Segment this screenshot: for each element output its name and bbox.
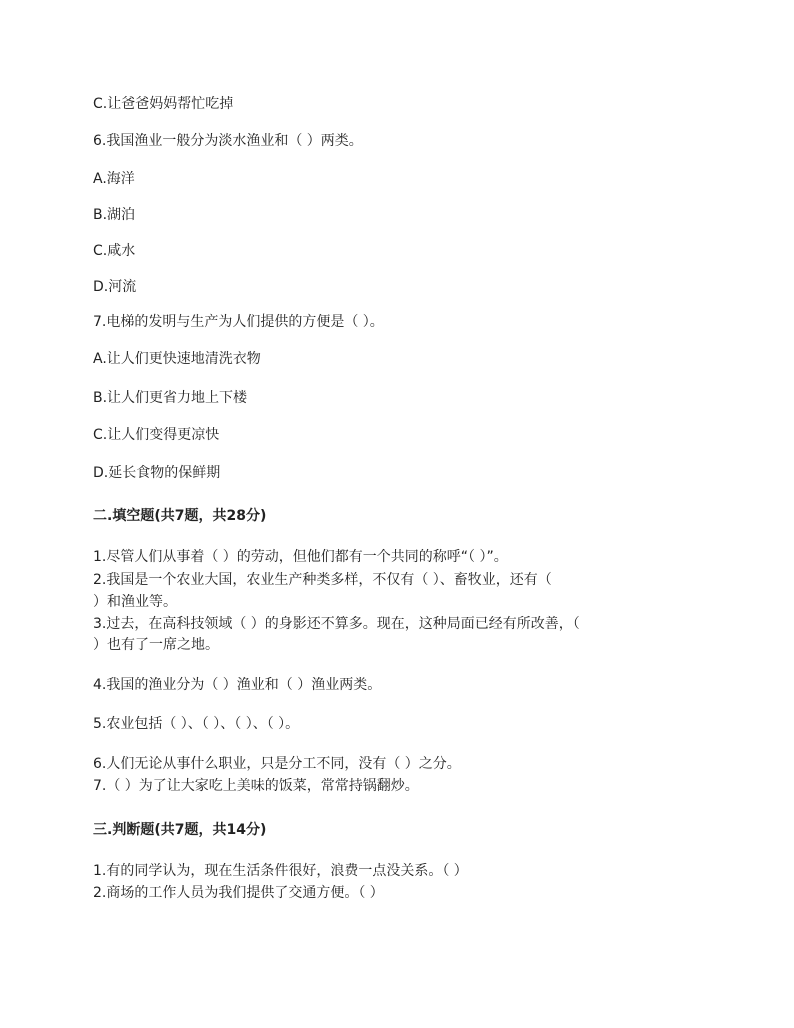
option-b-q7: B.让人们更省力地上下楼: [93, 390, 248, 406]
option-c-q7: C.让人们变得更凉快: [93, 427, 220, 443]
option-c-q6: C.咸水: [93, 243, 136, 259]
option-a-q6: A.海洋: [93, 171, 135, 187]
fill-question-7: 7.（ ）为了让大家吃上美味的饭菜，常常持锅翻炒。: [93, 778, 419, 794]
fill-question-6: 6.人们无论从事什么职业，只是分工不同，没有（ ）之分。: [93, 756, 461, 772]
fill-question-3: 3.过去，在高科技领域（ ）的身影还不算多。现在，这种局面已经有所改善，（: [93, 616, 580, 632]
judge-question-2: 2.商场的工作人员为我们提供了交通方便。（ ）: [93, 885, 384, 901]
fill-question-2: 2.我国是一个农业大国，农业生产种类多样，不仅有（ ）、畜牧业，还有（: [93, 572, 552, 588]
option-c-q5: C.让爸爸妈妈帮忙吃掉: [93, 96, 234, 112]
section-heading-true-false: 三.判断题(共7题，共14分): [93, 822, 267, 838]
option-d-q6: D.河流: [93, 279, 137, 295]
question-6-fishery: 6.我国渔业一般分为淡水渔业和（ ）两类。: [93, 133, 363, 149]
section-heading-fill-in: 二.填空题(共7题，共28分): [93, 508, 267, 524]
fill-question-5: 5.农业包括（ ）、（ ）、（ ）、（ ）。: [93, 716, 300, 732]
judge-question-1: 1.有的同学认为，现在生活条件很好，浪费一点没关系。（ ）: [93, 863, 468, 879]
question-7-elevator: 7.电梯的发明与生产为人们提供的方便是（ ）。: [93, 314, 384, 330]
fill-question-1: 1.尽管人们从事着（ ）的劳动，但他们都有一个共同的称呼“（ ）”。: [93, 549, 508, 565]
option-b-q6: B.湖泊: [93, 207, 136, 223]
option-a-q7: A.让人们更快速地清洗衣物: [93, 351, 261, 367]
option-d-q7: D.延长食物的保鲜期: [93, 465, 221, 481]
fill-question-4: 4.我国的渔业分为（ ）渔业和（ ）渔业两类。: [93, 677, 382, 693]
fill-question-2-cont: ）和渔业等。: [93, 594, 177, 610]
fill-question-3-cont: ）也有了一席之地。: [93, 637, 219, 653]
